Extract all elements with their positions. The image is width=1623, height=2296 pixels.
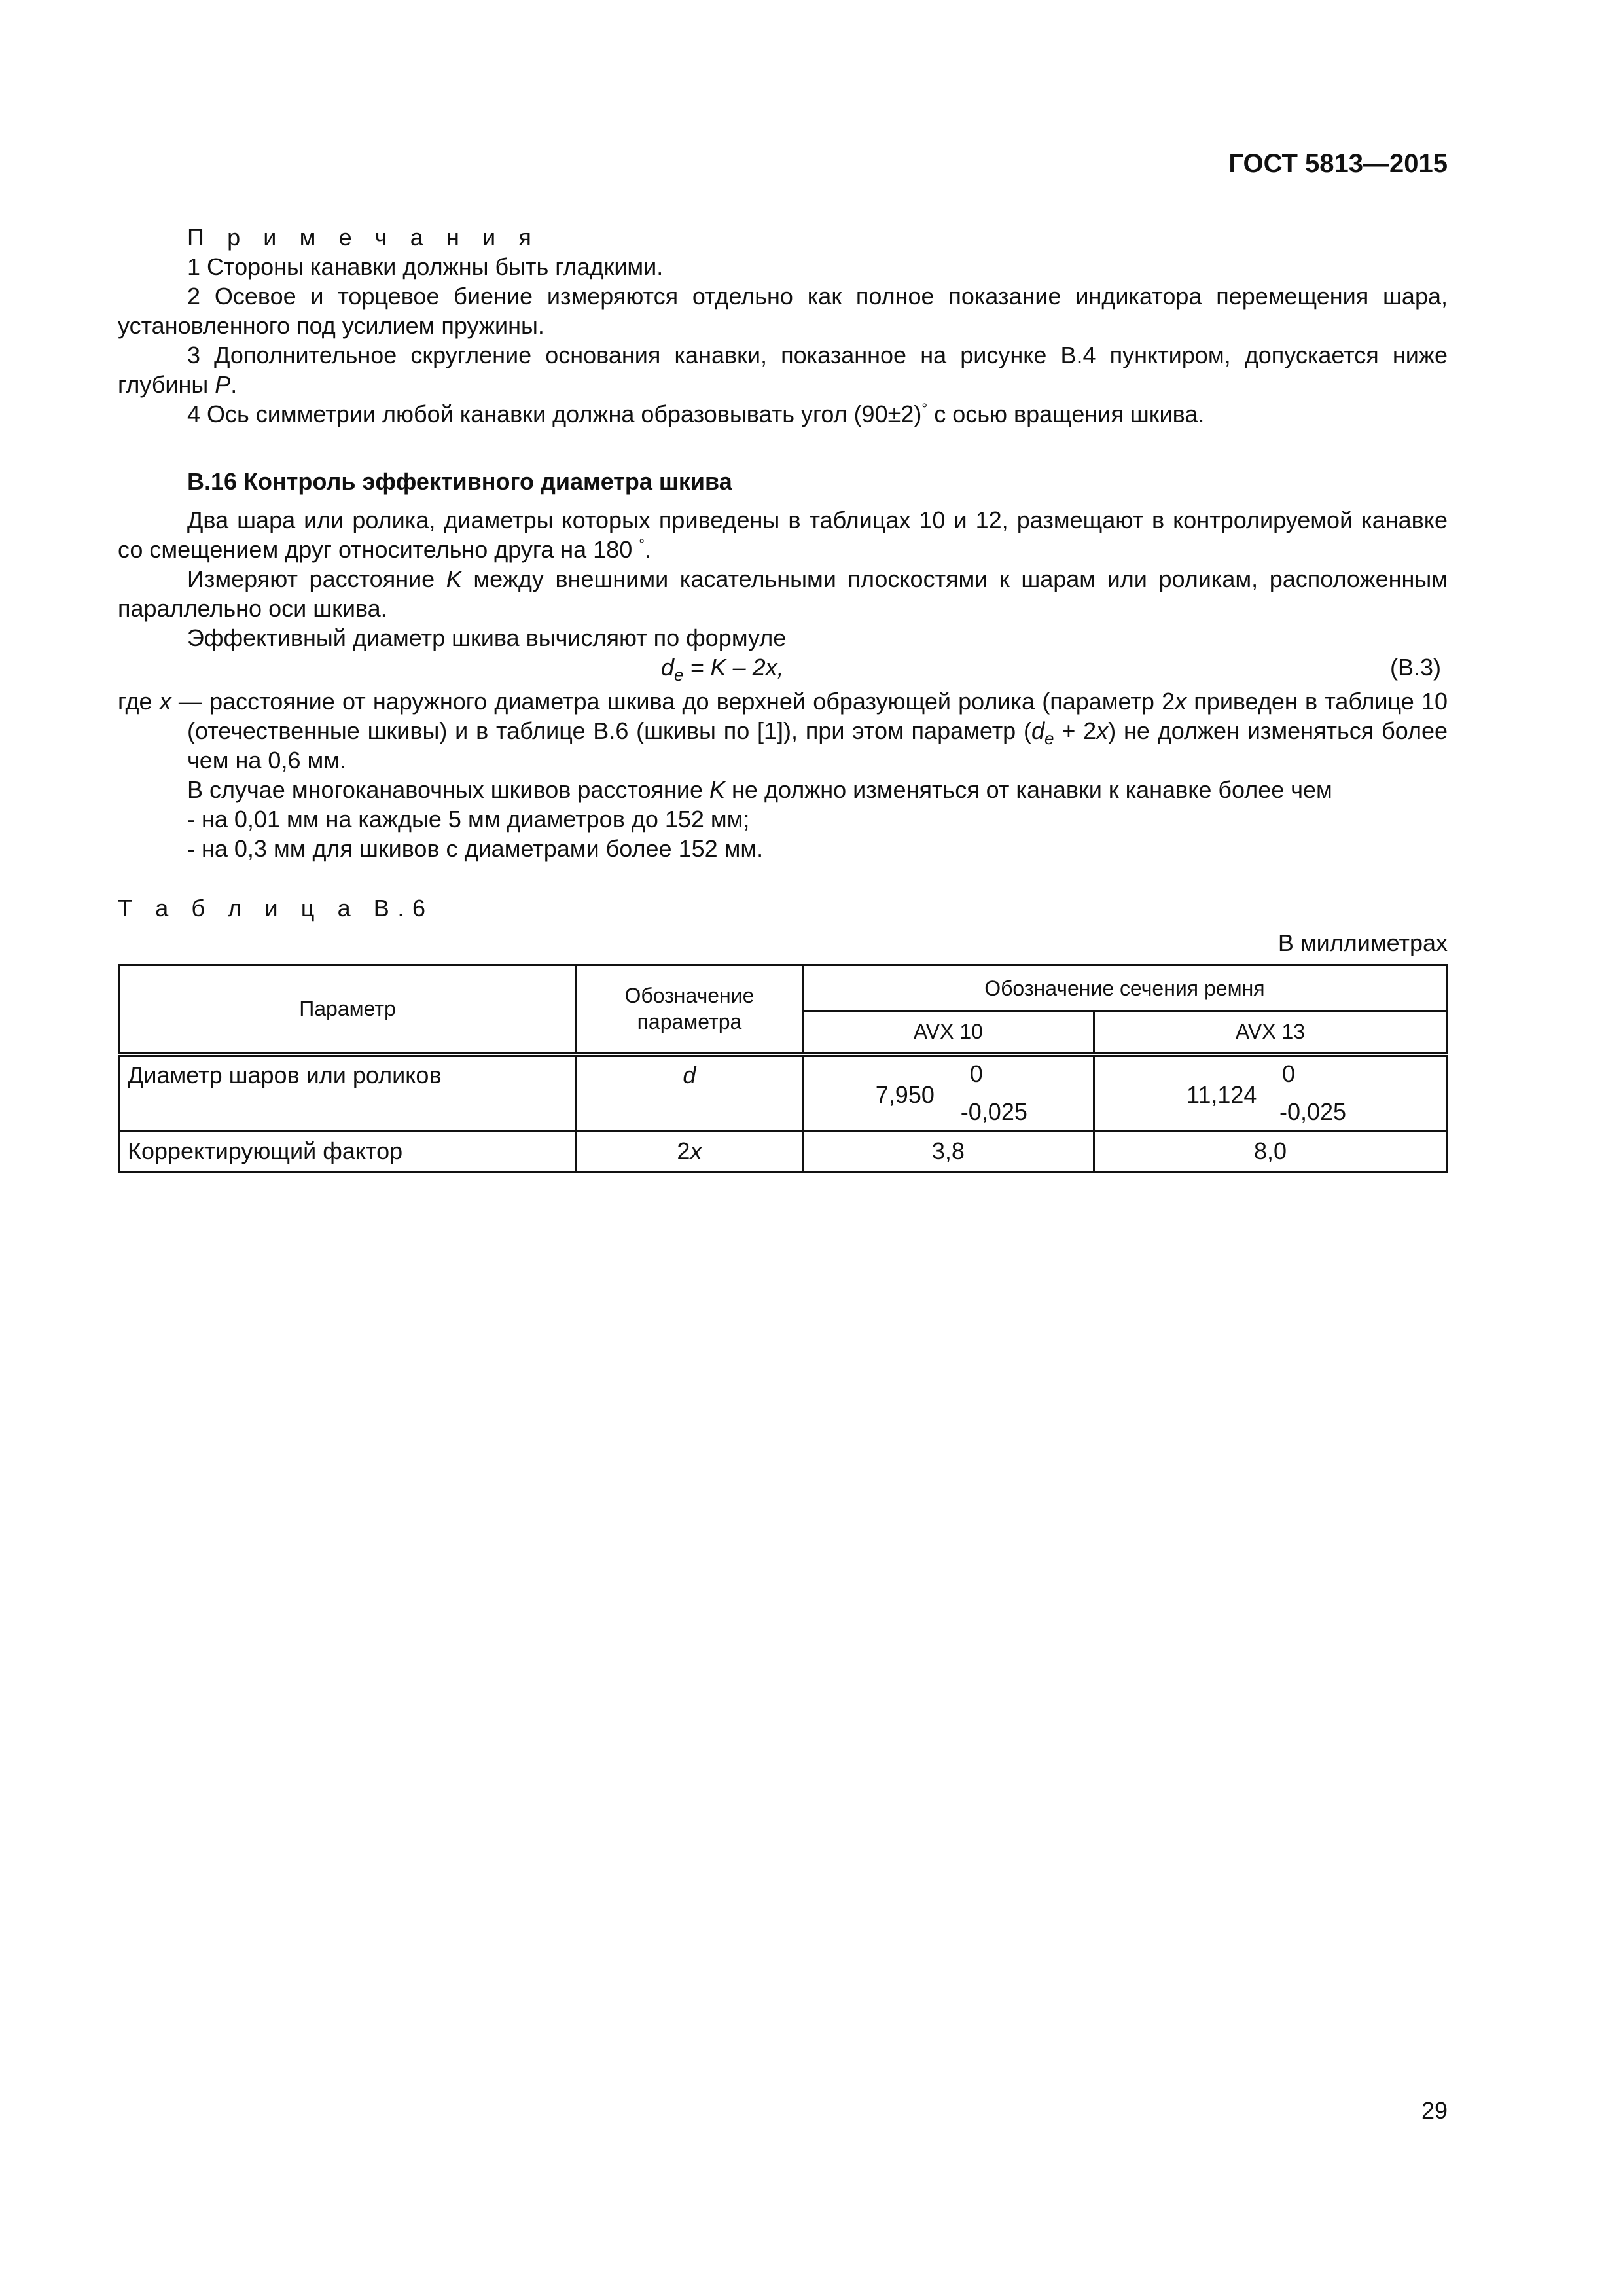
formula-rest: = K – 2x, [683, 654, 784, 681]
paragraph-measure [118, 564, 1448, 623]
where-c: приведен в таблице 10 (отечественные шкивы) и в таблице В.6 (шкивы по [1]), при этом параметр ( [187, 688, 1448, 744]
note-2: 2 Осевое и торцевое биение измеряются отдельно как полное показание индикатора перемещения шара, установленного под усилием пружины. [118, 283, 1448, 339]
formula-d: d [661, 654, 675, 681]
notes-title: П р и м е ч а н и я [187, 224, 540, 251]
where-f: ) не должен изменяться более чем на 0,6 мм. [187, 717, 1448, 774]
note-3 [118, 340, 1448, 399]
designation-d: d [683, 1061, 696, 1088]
section-title: В.16 Контроль эффективного диаметра шкива [187, 468, 732, 495]
note-3-text: 3 Дополнительное скругление основания канавки, показанное на рисунке В.4 пунктиром, допускается ниже глубины [118, 342, 1448, 398]
note-3-end: . [230, 371, 238, 398]
where-e: + 2 [1054, 717, 1097, 744]
designation-var: x [690, 1138, 702, 1164]
paragraph-balls [118, 505, 1448, 564]
table-units: В миллиметрах [1277, 929, 1448, 956]
header-designation: Обозначение параметра [577, 965, 803, 1054]
table-row-1-designation [577, 1054, 803, 1132]
paragraph-measure-a: Измеряют расстояние [187, 565, 446, 592]
table-row-2-param: Корректирующий фактор [119, 1131, 577, 1172]
list-item: - на 0,01 мм на каждые 5 мм диаметров до 152 мм; [187, 806, 750, 833]
table-row-1-avx10 [802, 1054, 1094, 1132]
table-label: Т а б л и ц а В.6 [118, 895, 434, 922]
note-4-text-end: с осью вращения шкива. [927, 401, 1205, 427]
paragraph-balls-end: . [645, 536, 652, 563]
multigroove-b: не должно изменяться от канавки к канавке более чем [725, 776, 1332, 803]
where-x: x [159, 688, 171, 715]
document-code: ГОСТ 5813—2015 [1228, 149, 1448, 178]
tolerance-upper: 0 [1281, 1060, 1296, 1087]
degree-sign: ° [921, 401, 928, 417]
where-b: — расстояние от наружного диаметра шкива до верхней образующей ролика (параметр 2 [171, 688, 1175, 715]
formula [661, 653, 784, 685]
header-section-group: Обозначение сечения ремня [802, 965, 1446, 1011]
value-nominal: 7,950 [875, 1081, 935, 1108]
var-k: K [709, 776, 726, 803]
paragraph-measure-b: между внешними касательными плоскостями к шарам или роликам, расположенным параллельно оси шкива. [118, 565, 1448, 622]
multigroove-a: В случае многоканавочных шкивов расстояние [187, 776, 710, 803]
table-row-2-avx10: 3,8 [802, 1131, 1094, 1172]
table-row-2-designation [577, 1131, 803, 1172]
page-number: 29 [1421, 2097, 1448, 2124]
header-avx10: AVX 10 [802, 1011, 1094, 1054]
data-table [118, 964, 1448, 1173]
tolerance-lower: -0,025 [960, 1098, 1027, 1125]
paragraph-multigroove [118, 775, 1448, 804]
degree-sign: ° [639, 536, 645, 552]
note-4 [118, 399, 1448, 429]
formula-row [118, 653, 1448, 687]
page-content [118, 223, 1448, 1173]
table-row-1-avx13 [1094, 1054, 1446, 1132]
formula-explanation [118, 687, 1448, 775]
table-row-1-param: Диаметр шаров или роликов [119, 1054, 577, 1132]
formula-number: (В.3) [1389, 654, 1441, 681]
where-x3: x [1096, 717, 1109, 744]
table-row-2-avx13: 8,0 [1094, 1131, 1446, 1172]
paragraph-formula-intro: Эффективный диаметр шкива вычисляют по формуле [187, 624, 787, 651]
value-nominal: 11,124 [1186, 1081, 1257, 1108]
header-avx13: AVX 13 [1094, 1011, 1446, 1054]
header-param: Параметр [119, 965, 577, 1054]
note-3-param: P [215, 371, 231, 398]
formula-sub-e: e [674, 665, 684, 685]
list-item: - на 0,3 мм для шкивов с диаметрами более 152 мм. [187, 835, 764, 862]
tolerance-lower: -0,025 [1279, 1098, 1347, 1125]
where-x2: x [1175, 688, 1187, 715]
paragraph-balls-text: Два шара или ролика, диаметры которых приведены в таблицах 10 и 12, размещают в контролируемой канавке со смещением друг относительно друга на 180 [118, 507, 1448, 563]
where-d: d [1031, 717, 1045, 744]
where-a: где [118, 688, 160, 715]
designation-num: 2 [677, 1138, 690, 1164]
where-sub-e: e [1044, 728, 1054, 748]
var-k: K [446, 565, 462, 592]
tolerance-upper: 0 [969, 1060, 983, 1087]
note-1: 1 Стороны канавки должны быть гладкими. [187, 253, 664, 280]
note-4-text: 4 Ось симметрии любой канавки должна образовывать угол (90±2) [187, 401, 922, 427]
